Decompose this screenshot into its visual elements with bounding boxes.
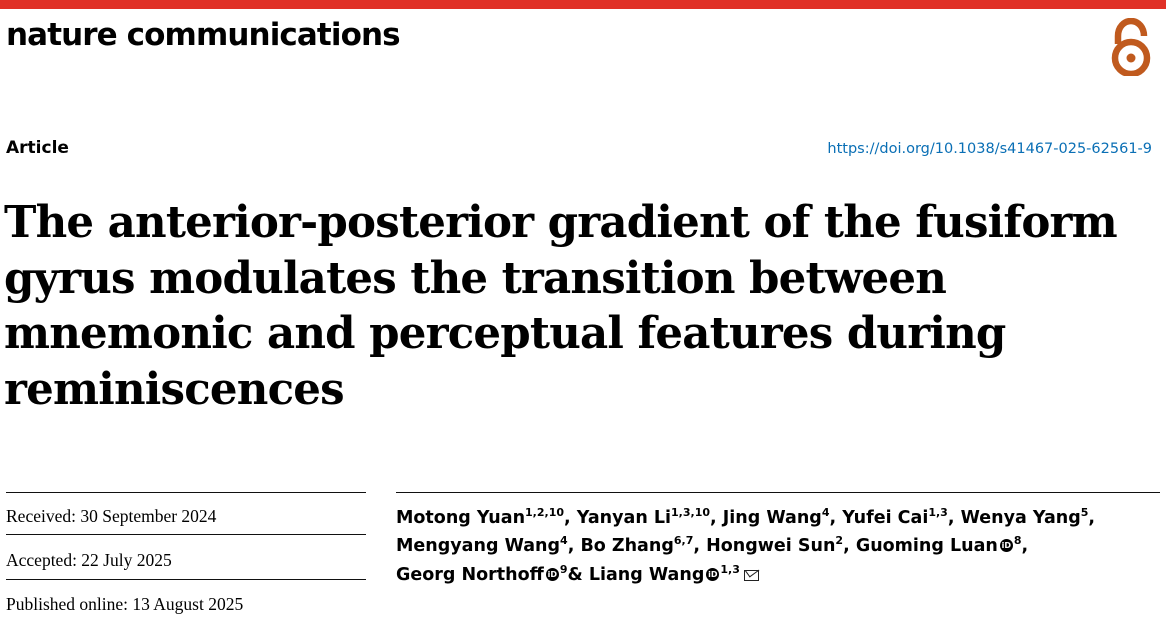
author-conjunction: &: [567, 564, 583, 585]
published-date: Published online: 13 August 2025: [6, 594, 244, 614]
author[interactable]: Jing Wang: [722, 508, 822, 528]
author[interactable]: Yufei Cai: [842, 508, 929, 528]
author[interactable]: Georg Northoff: [396, 564, 544, 585]
author-affiliation: 5: [1080, 506, 1089, 520]
author[interactable]: Liang Wang: [588, 564, 705, 585]
author-separator: ,: [829, 508, 843, 528]
author-separator: ,: [710, 508, 723, 528]
doi-link[interactable]: https://doi.org/10.1038/s41467-025-62561-9: [827, 141, 1152, 157]
orcid-icon[interactable]: [546, 568, 559, 581]
orcid-icon[interactable]: [1000, 539, 1013, 552]
author-separator: ,: [564, 508, 577, 528]
author-affiliation: 6,7: [673, 534, 694, 548]
divider-history-top: [6, 492, 366, 493]
journal-masthead: nature communications: [6, 17, 400, 53]
author-affiliation: 1,2,10: [525, 506, 565, 520]
author-separator: ,: [947, 508, 961, 528]
author[interactable]: Motong Yuan: [396, 508, 526, 528]
author[interactable]: Mengyang Wang: [396, 536, 561, 557]
article-type-label: Article: [6, 138, 69, 158]
page-title: The anterior-posterior gradient of the fusiform gyrus modulates the transition between mnemonic and perceptual features during reminiscences: [4, 197, 1117, 416]
author-separator: ,: [567, 536, 581, 557]
author-separator: ,: [1021, 536, 1029, 557]
accepted-date: Accepted: 22 July 2025: [6, 550, 172, 570]
author-list: [396, 504, 1160, 589]
author[interactable]: Yanyan Li: [576, 508, 672, 528]
author-separator: ,: [1088, 508, 1096, 528]
author-affiliation: 8: [1013, 534, 1022, 548]
journal-accent-bar: [0, 0, 1166, 9]
author-affiliation: 4: [560, 534, 568, 548]
author-affiliation: 1,3: [928, 506, 948, 520]
received-date: Received: 30 September 2024: [6, 506, 217, 526]
divider-authors-top: [396, 492, 1160, 493]
author-affiliation: 1,3,10: [671, 506, 711, 520]
author-affiliation: 4: [821, 506, 830, 520]
divider-history-mid: [6, 534, 366, 535]
author[interactable]: Guoming Luan: [855, 536, 998, 557]
author[interactable]: Wenya Yang: [960, 508, 1081, 528]
email-icon[interactable]: [744, 570, 759, 581]
author[interactable]: Bo Zhang: [580, 536, 674, 557]
open-access-icon: [1108, 18, 1154, 76]
divider-history-bottom: [6, 579, 366, 580]
author[interactable]: Hongwei Sun: [706, 536, 836, 557]
author-separator: ,: [843, 536, 856, 557]
orcid-icon[interactable]: [706, 568, 719, 581]
author-affiliation: 1,3: [720, 562, 740, 576]
author-affiliation: 2: [835, 534, 844, 548]
author-separator: ,: [693, 536, 707, 557]
author-affiliation: 9: [559, 562, 568, 576]
